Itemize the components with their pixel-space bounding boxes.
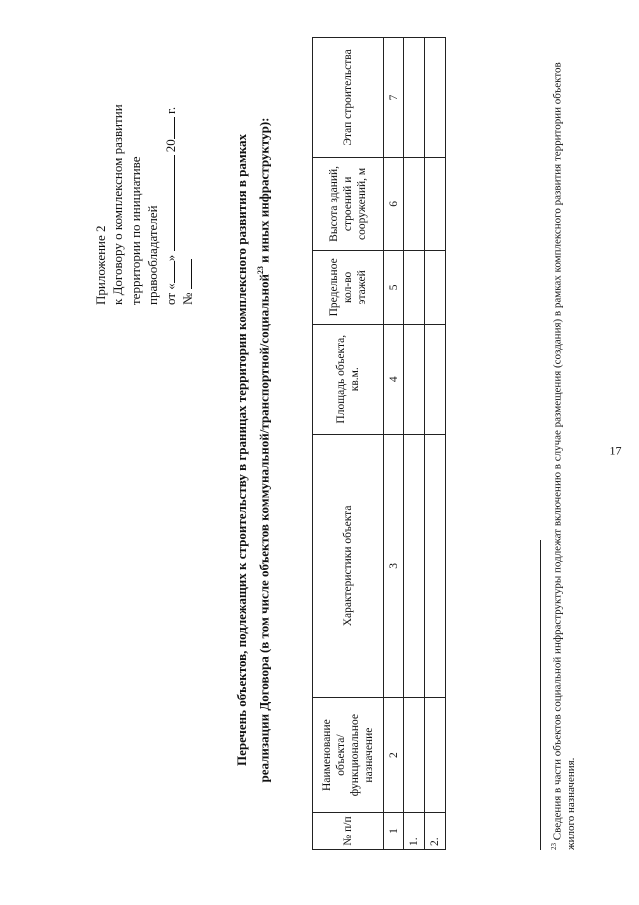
column-number: 4 — [384, 324, 404, 434]
date-mid: » — [162, 254, 178, 262]
table-cell: 2. — [425, 813, 446, 850]
footnote-text: Сведения в части объектов социальной инфраструктуры подлежат включению в случае размещения (создания) в рамках комплексного развития территории объектов жилого назначения. — [551, 62, 578, 850]
footnote-reference: 23 — [256, 266, 265, 275]
appendix-date-row — [162, 45, 179, 305]
appendix-line: к Договору о комплексном развитии — [110, 104, 126, 305]
appendix-line: территории по инициативе — [127, 156, 143, 305]
column-number: 7 — [384, 38, 404, 158]
title-line-1: Перечень объектов, подлежащих к строительству в границах территории комплексного развития в рамках — [234, 133, 249, 767]
table-cell — [404, 157, 425, 250]
table-cell — [404, 324, 425, 434]
number-blank — [179, 259, 192, 289]
footnote-separator — [540, 540, 541, 850]
column-number: 6 — [384, 157, 404, 250]
number-label: № — [180, 292, 196, 305]
title-line-2 — [251, 45, 273, 855]
footnote-number: 23 — [550, 843, 558, 850]
objects-table — [312, 37, 446, 850]
date-prefix: от « — [162, 283, 178, 305]
date-day-blank — [162, 261, 175, 283]
page-number: 17 — [609, 443, 622, 458]
table-cell — [425, 434, 446, 698]
table-cell — [425, 38, 446, 158]
table-cell — [425, 250, 446, 324]
appendix-number-row — [179, 45, 196, 305]
footnote — [548, 38, 579, 850]
column-number-row — [384, 38, 404, 850]
table-cell — [404, 38, 425, 158]
header-cell: Этап строительства — [313, 38, 384, 158]
title-line-2-end: и иных инфраструктур): — [256, 117, 272, 267]
date-month-blank — [162, 155, 175, 251]
table-cell — [404, 250, 425, 324]
table-cell — [425, 698, 446, 813]
column-number: 3 — [384, 434, 404, 698]
header-cell: № п/п — [313, 813, 384, 850]
table-header-row — [313, 38, 384, 850]
appendix-line: правообладателей — [145, 205, 161, 305]
date-year: 20 — [162, 139, 178, 153]
table-row — [425, 38, 446, 850]
header-cell: Площадь объекта, кв.м. — [313, 324, 384, 434]
header-cell: Характеристики объекта — [313, 434, 384, 698]
appendix-line: Приложение 2 — [93, 225, 108, 305]
table-cell — [404, 698, 425, 813]
header-cell: Наименование объекта/ функциональное назначение — [313, 698, 384, 813]
column-number: 2 — [384, 698, 404, 813]
date-suffix: г. — [162, 106, 178, 114]
title-line-2-text: реализации Договора (в том числе объектов коммунальной/транспортной/социальной — [256, 274, 272, 783]
table-cell — [425, 324, 446, 434]
header-cell: Предельное кол-во этажей — [313, 250, 384, 324]
date-year-blank — [162, 117, 175, 139]
table-cell — [425, 157, 446, 250]
column-number: 5 — [384, 250, 404, 324]
table-cell — [404, 434, 425, 698]
column-number: 1 — [384, 813, 404, 850]
appendix-header — [92, 45, 196, 305]
table-row — [404, 38, 425, 850]
document-title — [232, 45, 273, 855]
header-cell: Высота зданий, строений и сооружений, м — [313, 157, 384, 250]
table-cell: 1. — [404, 813, 425, 850]
